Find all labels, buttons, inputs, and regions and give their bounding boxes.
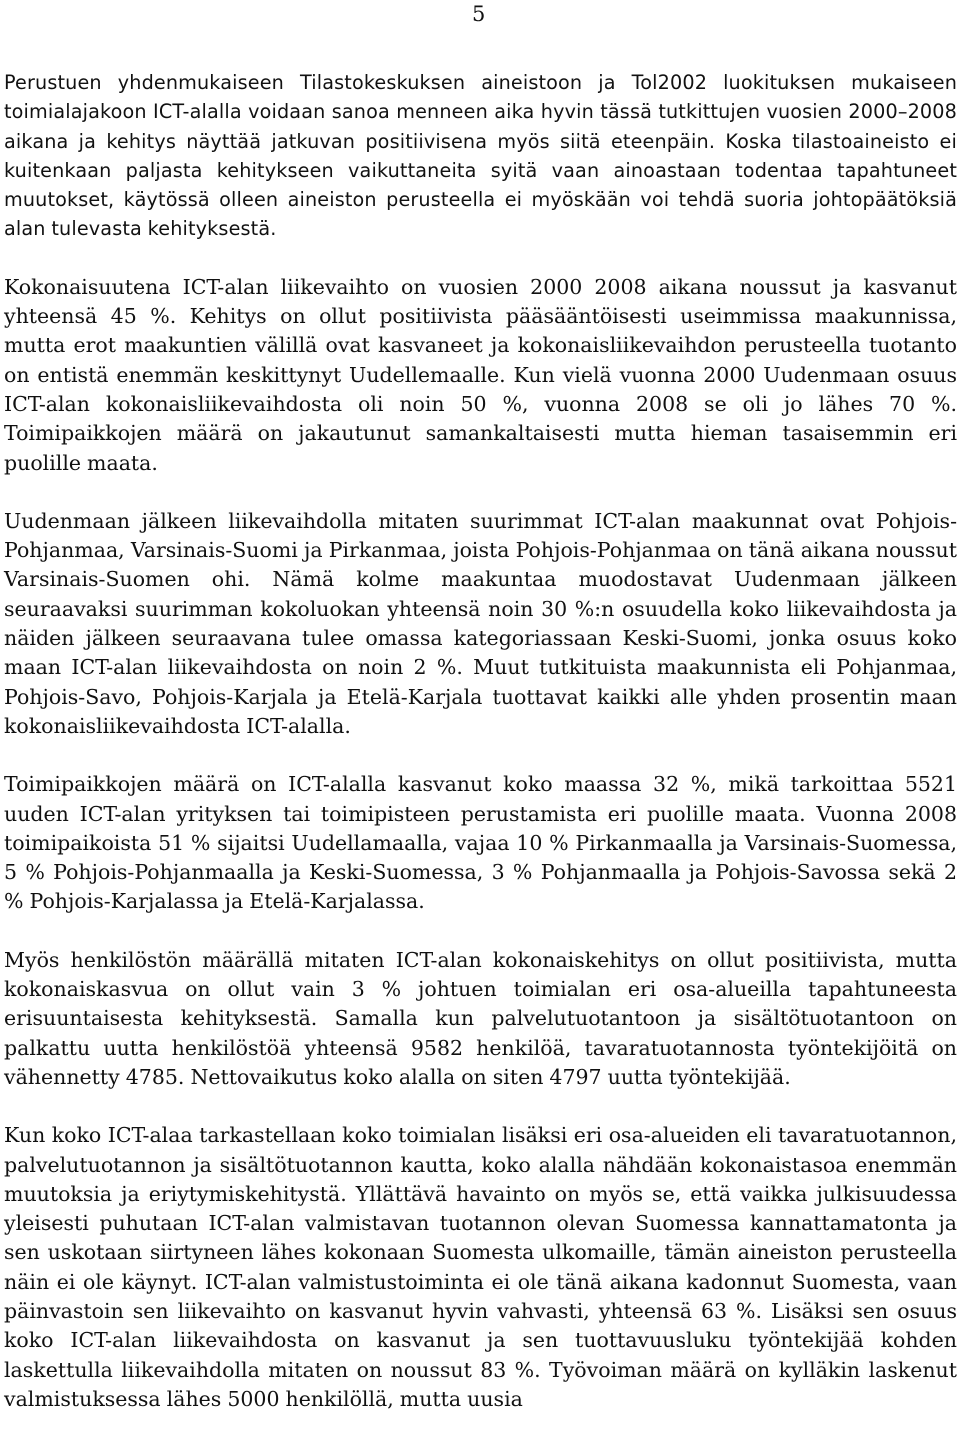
paragraph-sentence: Toimipaikkojen määrä on ICT-alalla kasvanut koko maassa 32 %, mikä tarkoittaa 5521 uuden ICT-alan yrityksen tai toimipisteen perustamista eri puolille maata. Vuonna 2008 toimipaikoista 51 % sijaitsi Uudellamaalla, vajaa 10 % Pirkanmaalla ja Varsinais-Suomessa, 5 % Pohjois-Pohjanmaalla ja Keski-Suomessa, 3 % Pohjanmaalla ja Pohjois-Savossa sekä 2 % Pohjois-Karjalassa ja Etelä-Karjalassa.: [4, 772, 957, 914]
page-number: 5: [472, 2, 486, 26]
paragraph: [4, 770, 957, 916]
paragraph: [4, 68, 957, 244]
paragraph-sentence: Kehitys on ollut positiivista pääsääntöisesti useimmissa maakunnissa, mutta erot maakuntien välillä ovat kasvaneet ja kokonaisliikevaihdon perusteella tuotanto on entistä enemmän keskittynyt Uudellemaalle. Kun vielä vuonna 2000 Uudenmaan osuus ICT-alan kokonaisliikevaihdosta oli noin 50 %, vuonna 2008 se oli jo lähes 70 %. Toimipaikkojen määrä on jakautunut samankaltaisesti mutta hieman tasaisemmin eri puolille maata.: [4, 304, 957, 475]
paragraph-sentence: Uudenmaan jälkeen liikevaihdolla mitaten suurimmat ICT-alan maakunnat ovat Pohjois-Pohjanmaa, Varsinais-Suomi ja Pirkanmaa, joista Pohjois-Pohjanmaa on tänä aikana noussut Varsinais-Suomen ohi. Nämä kolme maakuntaa muodostavat Uudenmaan jälkeen seuraavaksi suurimman kokoluokan yhteensä noin 30 %:n osuudella koko liikevaihdosta ja näiden jälkeen seuraavana tulee omassa kategoriassaan Keski-Suomi, jonka osuus koko maan ICT-alan liikevaihdosta on noin 2 %. Muut tutkituista maakunnista eli Pohjanmaa, Pohjois-Savo, Pohjois-Karjala ja Etelä-Karjala tuottavat kaikki alle yhden prosentin maan kokonaisliikevaihdosta ICT-alalla.: [4, 508, 957, 738]
paragraph: [4, 273, 957, 478]
paragraph-sentence: Myös henkilöstön määrällä mitaten ICT-alan kokonaiskehitys on ollut positiivista, mutta kokonaiskasvua on ollut vain 3 % johtuen toimialan eri osa-alueilla tapahtuneesta erisuuntaisesta kehityksestä. Samalla kun palvelutuotantoon ja sisältötuotantoon on palkattu uutta henkilöstöä yhteensä 9582 henkilöä, tavaratuotannosta työntekijöitä on vähennetty 4785. Nettovaikutus koko alalla on siten 4797 uutta työntekijää.: [4, 947, 957, 1089]
paragraph: [4, 507, 957, 741]
paragraph-sentence: Kokonaisuutena ICT-alan liikevaihto on vuosien 2000 2008 aikana noussut ja kasvanut yhteensä 45 %.: [4, 274, 957, 329]
paragraph: [4, 946, 957, 1092]
paragraph-sentence: Kun koko ICT-alaa tarkastellaan koko toimialan lisäksi eri osa-alueiden eli tavaratuotannon, palvelutuotannon ja sisältötuotannon kautta, koko alalla nähdään kokonaistasoa enemmän muutoksia ja eriytymiskehitystä. Yllättävä havainto on myös se, että vaikka julkisuudessa yleisesti puhutaan ICT-alan valmistavan tuotannon olevan Suomessa kannattamatonta ja sen uskotaan siirtyneen lähes kokonaan Suomesta ulkomaille, tämän aineiston perusteella näin ei ole käynyt. ICT-alan valmistustoiminta ei ole tänä aikana kadonnut Suomesta, vaan päinvastoin sen liikevaihto on kasvanut hyvin vahvasti, yhteensä 63 %. Lisäksi sen osuus koko ICT-alan liikevaihdosta on kasvanut ja sen tuottavuusluku työntekijää kohden laskettulla liikevaihdolla mitaten on noussut 83 %. Työvoiman määrä on kylläkin laskenut valmistuksessa lähes 5000 henkilöllä, mutta uusia: [4, 1123, 957, 1411]
paragraph: [4, 1121, 957, 1414]
document-body: [4, 68, 957, 1443]
paragraph-sentence: Koska tilastoaineisto ei kuitenkaan paljasta kehitykseen vaikuttaneita syitä vaan ainoastaan todentaa tapahtuneet muutokset, käytössä olleen aineiston perusteella ei myöskään voi tehdä suoria johtopäätöksiä alan tulevasta kehityksestä.: [4, 129, 957, 241]
paragraph-sentence: Perustuen yhdenmukaiseen Tilastokeskuksen aineistoon ja Tol2002 luokituksen mukaiseen toimialajakoon ICT-alalla voidaan sanoa menneen aika hyvin tässä tutkittujen vuosien 2000–2008 aikana ja kehitys näyttää jatkuvan positiivisena myös siitä eteenpäin.: [4, 71, 957, 153]
